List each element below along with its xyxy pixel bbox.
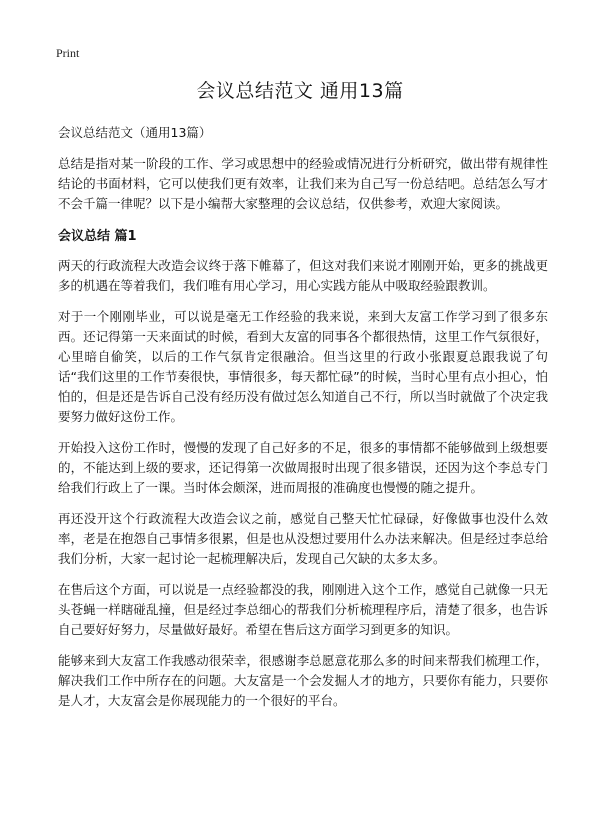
article-body: [58, 124, 548, 722]
body-paragraph-2: 对于一个刚刚毕业，可以说是毫无工作经验的我来说，来到大友富工作学习到了很多东西。还记得第一天来面试的时候，看到大友富的同事各个都很热情，这里工作气氛很好，心里暗自偷笑，以后的工作气氛肯定很融洽。但当这里的行政小张跟夏总跟我说了句话“我们这里的工作节奏很快，事情很多，每天都忙碌”的时候，当时心里有点小担心，怕怕的，但是还是告诉自己没有经历没有做过怎么知道自己不行，所以当时就做了个决定我要努力做好这份工作。: [58, 309, 548, 424]
article-subtitle: 会议总结范文（通用13篇）: [58, 125, 212, 140]
body-paragraph-6: 能够来到大友富工作我感动很荣幸，很感谢李总愿意花那么多的时间来帮我们梳理工作，解决我们工作中所存在的问题。大友富是一个会发掘人才的地方，只要你有能力，只要你是人才，大友富会是你展现能力的一个很好的平台。: [58, 653, 548, 708]
intro-paragraph: 总结是指对某一阶段的工作、学习或思想中的经验或情况进行分析研究，做出带有规律性结论的书面材料，它可以使我们更有效率，让我们来为自己写一份总结吧。总结怎么写才不会千篇一律呢？以下是小编帮大家整理的会议总结，仅供参考，欢迎大家阅读。: [58, 156, 548, 211]
body-paragraph-4: 再还没开这个行政流程大改造会议之前，感觉自己整天忙忙碌碌，好像做事也没什么效率，老是在抱怨自己事情多很累，但是也从没想过要用什么办法来解决。但是经过李总给我们分析，大家一起讨论一起梳理解决后，发现自己欠缺的太多太多。: [58, 511, 548, 566]
body-paragraph-5: 在售后这个方面，可以说是一点经验都没的我，刚刚进入这个工作，感觉自己就像一只无头苍蝇一样瞎碰乱撞，但是经过李总细心的帮我们分析梳理程序后，清楚了很多，也告诉自己要好好努力，尽量做好最好。希望在售后这方面学习到更多的知识。: [58, 582, 548, 637]
print-link[interactable]: Print: [56, 46, 80, 60]
body-paragraph-1: 两天的行政流程大改造会议终于落下帷幕了，但这对我们来说才刚刚开始，更多的挑战更多的机遇在等着我们，我们唯有用心学习，用心实践方能从中吸取经验跟教训。: [58, 258, 548, 293]
page-title: 会议总结范文 通用13篇: [196, 80, 404, 102]
section-heading: 会议总结 篇1: [58, 229, 137, 244]
body-paragraph-3: 开始投入这份工作时，慢慢的发现了自己好多的不足，很多的事情都不能够做到上级想要的，不能达到上级的要求，还记得第一次做周报时出现了很多错误，还因为这个李总专门给我们行政上了一课。当时体会颇深，进而周报的准确度也慢慢的随之提升。: [58, 440, 548, 495]
